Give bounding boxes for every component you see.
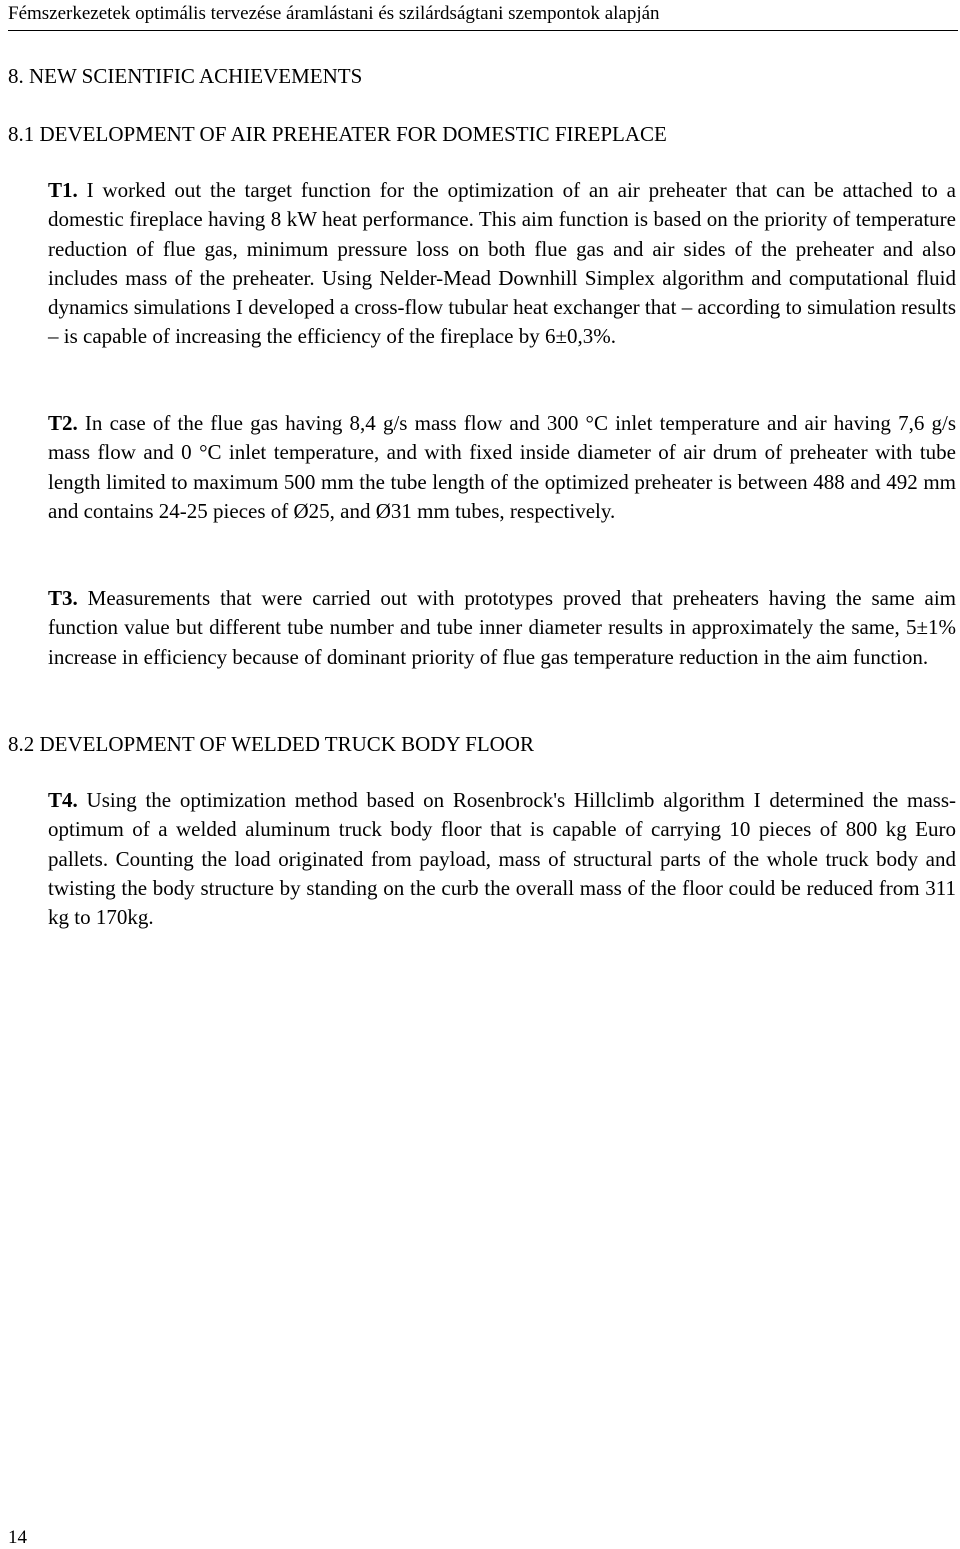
- subsection-title-truck-floor: 8.2 DEVELOPMENT OF WELDED TRUCK BODY FLOOR: [8, 732, 534, 756]
- thesis-text-t1: I worked out the target function for the optimization of an air preheater that can be attached to a domestic fireplace having 8 kW heat performance. This aim function is based on the priority of temperature reduction of flue gas, minimum pressure loss on both flue gas and air sides of the preheater and also includes mass of the preheater. Using Nelder-Mead Downhill Simplex algorithm and computational fluid dynamics simulations I developed a cross-flow tubular heat exchanger that – according to simulation results – is capable of increasing the efficiency of the fireplace by 6±0,3%.: [48, 178, 956, 349]
- thesis-text-t2: In case of the flue gas having 8,4 g/s mass flow and 300 °C inlet temperature and air having 7,6 g/s mass flow and 0 °C inlet temperature, and with fixed inside diameter of air drum of preheater with tube length limited to maximum 500 mm the tube length of the optimized preheater is between 488 and 492 mm and contains 24-25 pieces of Ø25, and Ø31 mm tubes, respectively.: [48, 411, 956, 523]
- thesis-paragraph-t4: [48, 786, 956, 932]
- thesis-paragraph-t3: [48, 584, 956, 672]
- header-rule: [8, 30, 958, 31]
- running-header: Fémszerkezetek optimális tervezése áramlástani és szilárdságtani szempontok alapján: [8, 3, 660, 24]
- thesis-label-t2: T2.: [48, 411, 78, 435]
- subsection-title-preheater: 8.1 DEVELOPMENT OF AIR PREHEATER FOR DOMESTIC FIREPLACE: [8, 122, 667, 146]
- section-title: 8. NEW SCIENTIFIC ACHIEVEMENTS: [8, 64, 363, 88]
- thesis-paragraph-t1: [48, 176, 956, 352]
- page-number: 14: [8, 1527, 27, 1548]
- thesis-text-t3: Measurements that were carried out with prototypes proved that preheaters having the same aim function value but different tube number and tube inner diameter results in approximately the same, 5±1% increase in efficiency because of dominant priority of flue gas temperature reduction in the aim function.: [48, 586, 956, 669]
- thesis-text-t4: Using the optimization method based on Rosenbrock's Hillclimb algorithm I determined the mass-optimum of a welded aluminum truck body floor that is capable of carrying 10 pieces of 800 kg Euro pallets. Counting the load originated from payload, mass of structural parts of the whole truck body and twisting the body structure by standing on the curb the overall mass of the floor could be reduced from 311 kg to 170kg.: [48, 788, 956, 930]
- thesis-label-t1: T1.: [48, 178, 78, 202]
- thesis-paragraph-t2: [48, 409, 956, 526]
- thesis-label-t4: T4.: [48, 788, 78, 812]
- thesis-label-t3: T3.: [48, 586, 78, 610]
